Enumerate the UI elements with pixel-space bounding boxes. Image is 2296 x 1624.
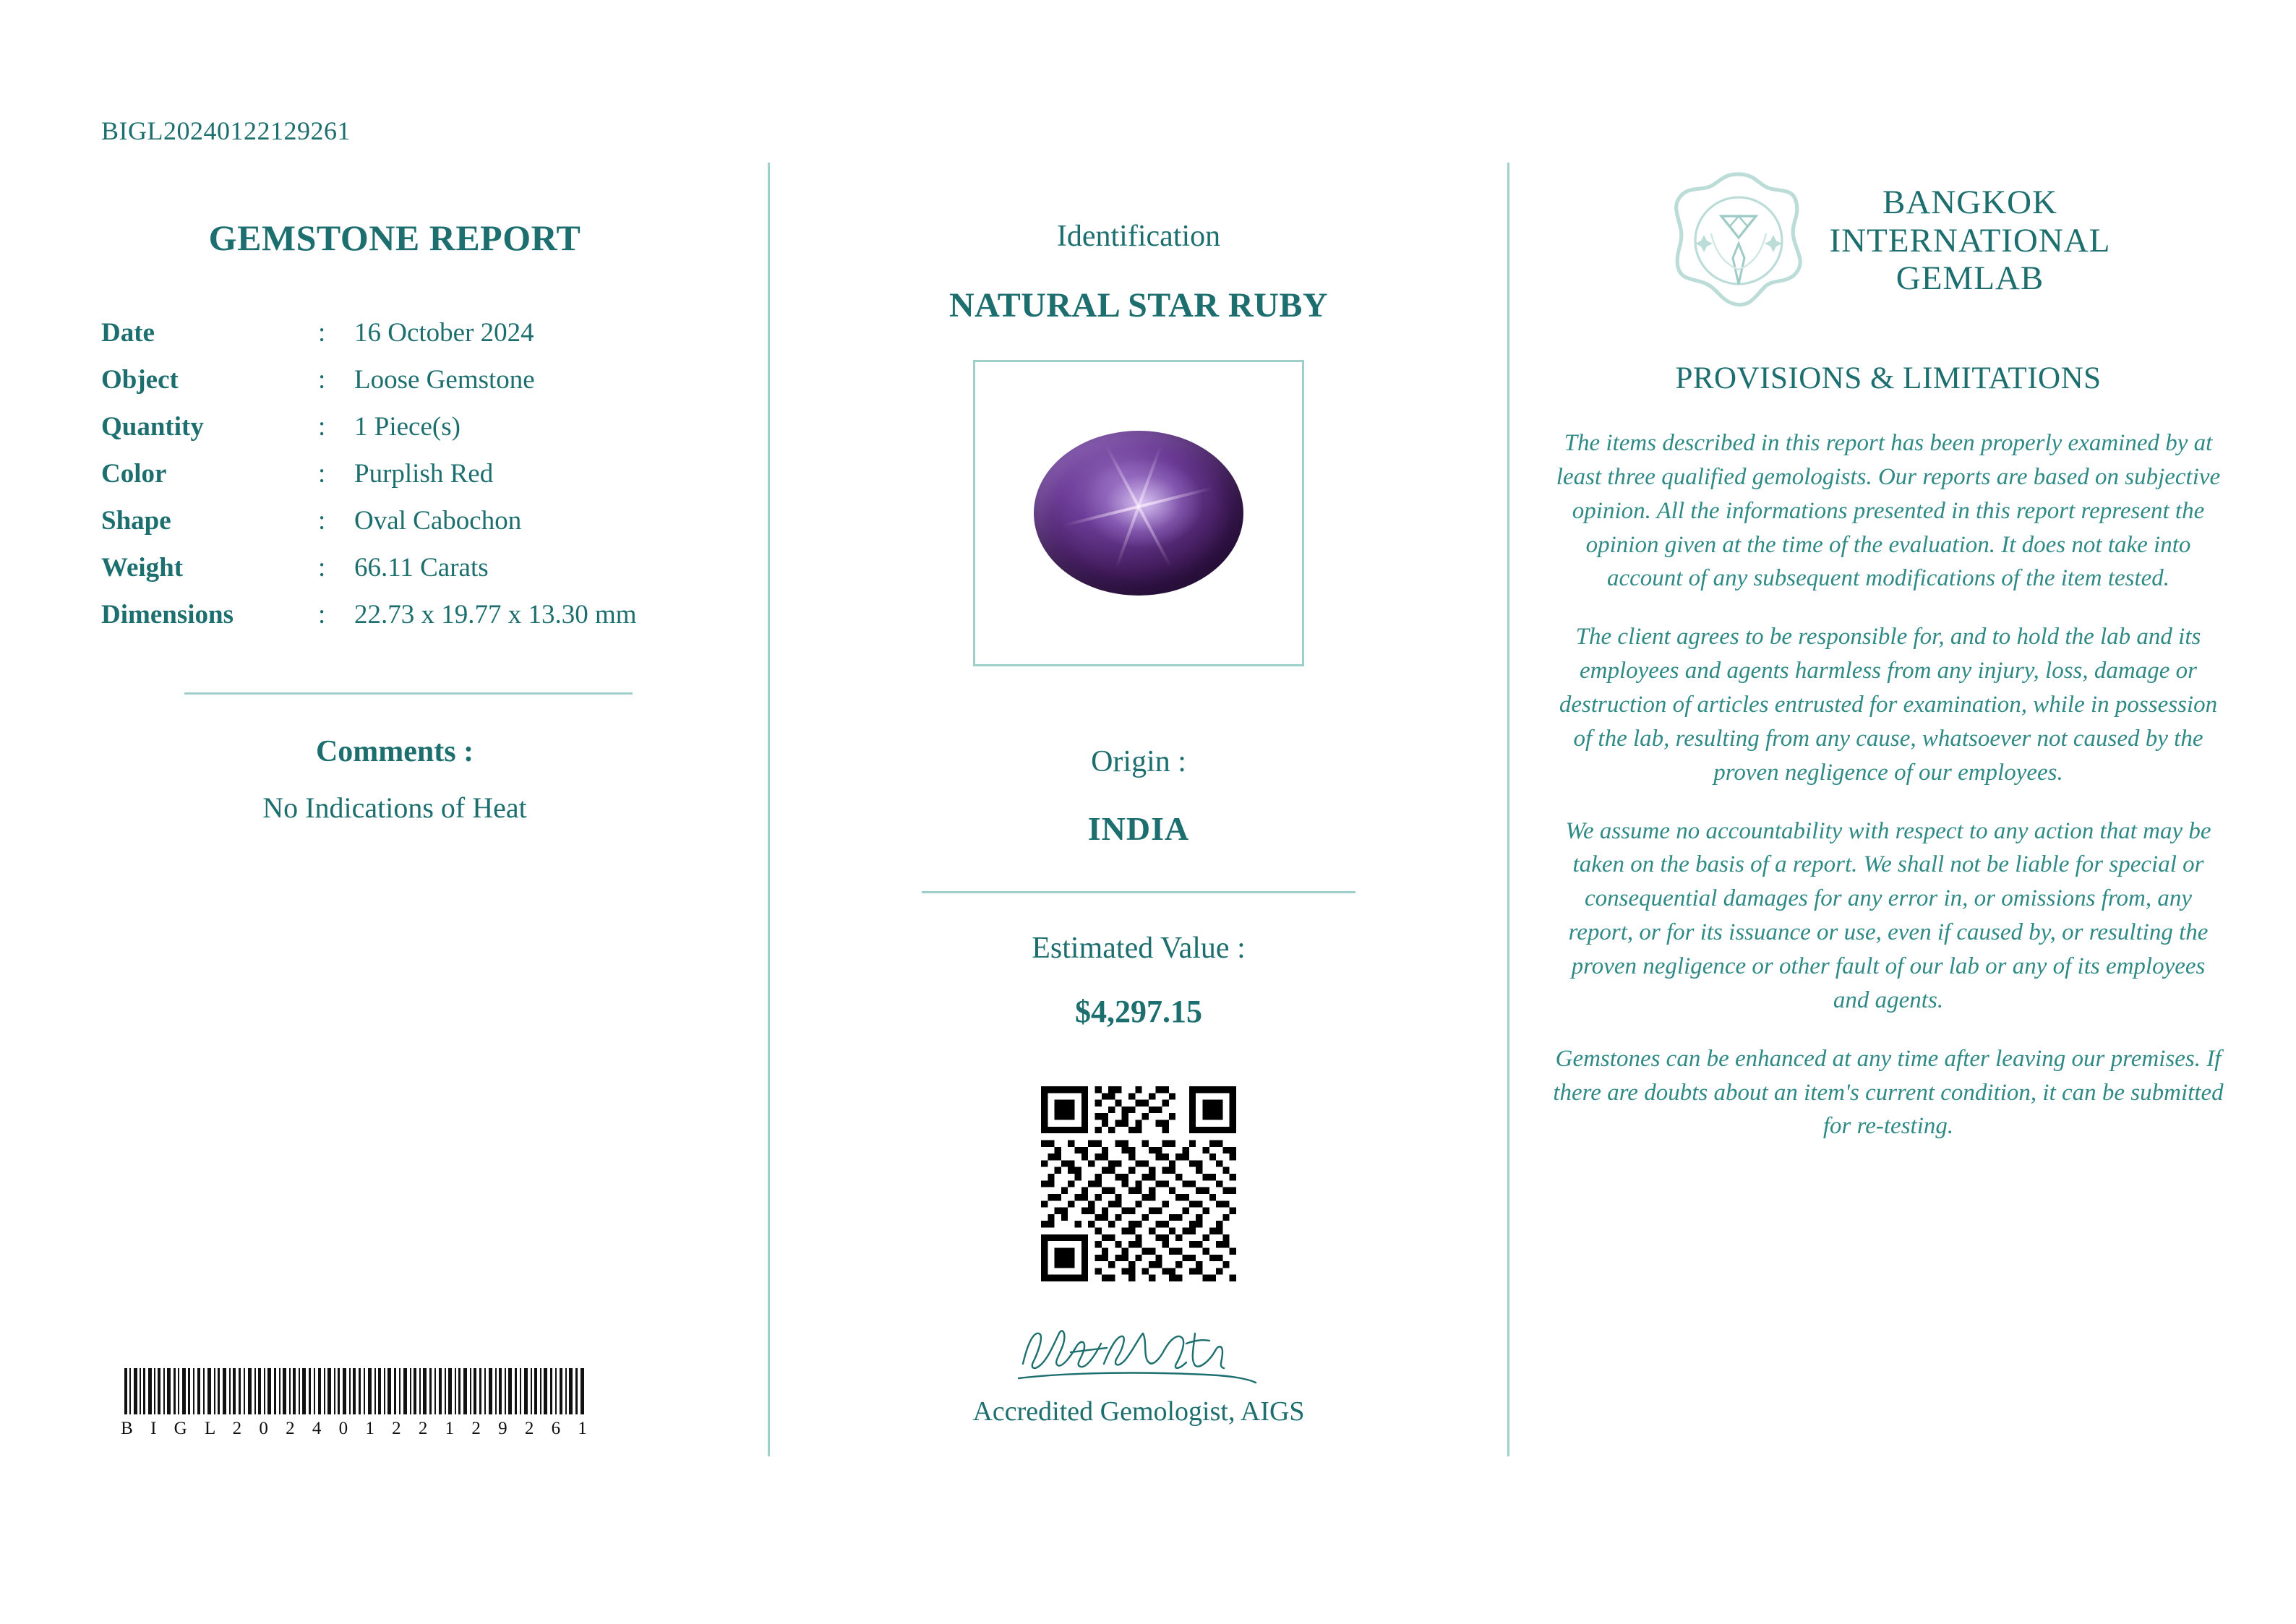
- divider: [922, 891, 1355, 893]
- barcode-icon: [123, 1368, 586, 1414]
- spec-colon: :: [318, 412, 326, 442]
- brand-title: [1830, 184, 2111, 298]
- estimated-value-amount: $4,297.15: [1075, 994, 1202, 1029]
- spec-value: 16 October 2024: [354, 318, 534, 348]
- divider: [184, 692, 633, 695]
- spec-colon: :: [318, 506, 326, 536]
- signature-image: [1001, 1312, 1276, 1391]
- spec-value: Oval Cabochon: [354, 506, 522, 536]
- spec-colon: :: [318, 553, 326, 583]
- barcode-block: [108, 1368, 600, 1439]
- provisions-paragraph: Gemstones can be enhanced at any time after leaving our premises. If there are doubts about an item's current condition, it can be submitted for re-testing.: [1553, 1045, 2224, 1140]
- provisions-paragraph: The items described in this report has been properly examined by at least three qualified gemologists. Our reports are based on subjective opinion. All the informations presented in this report represent the opinion given at the time of the evaluation. It does not take into account of any subsequent modifications of the item tested.: [1556, 430, 2221, 592]
- spec-label: Quantity: [101, 412, 204, 442]
- brand-line-3: GEMLAB: [1896, 259, 2044, 298]
- gem-photo-frame: [973, 360, 1304, 666]
- table-row: [101, 591, 637, 638]
- specifications-table: [101, 309, 637, 638]
- provisions-title: PROVISIONS & LIMITATIONS: [1675, 361, 2102, 395]
- qr-code-icon[interactable]: [1041, 1086, 1236, 1281]
- spec-value: 22.73 x 19.77 x 13.30 mm: [354, 600, 637, 630]
- spec-colon: :: [318, 600, 326, 630]
- comments-title: Comments :: [315, 735, 474, 768]
- estimated-value-label: Estimated Value :: [1032, 932, 1246, 965]
- barcode-number: B I G L 2 0 2 4 0 1 2 2 1 2 9 2 6 1: [121, 1419, 594, 1438]
- right-column: [1509, 163, 2282, 1456]
- spec-label: Shape: [101, 506, 171, 536]
- table-row: [101, 497, 637, 544]
- spec-value: 66.11 Carats: [354, 553, 489, 583]
- spec-value: 1 Piece(s): [354, 412, 461, 442]
- spec-label: Date: [101, 318, 155, 348]
- gemstone-image: [1034, 431, 1243, 596]
- table-row: [101, 544, 637, 591]
- table-row: [101, 309, 637, 356]
- report-id: BIGL20240122129261: [101, 116, 351, 145]
- identification-label: Identification: [1056, 220, 1221, 253]
- brand-line-2: INTERNATIONAL: [1829, 221, 2111, 259]
- table-row: [101, 450, 637, 497]
- report-columns: [0, 163, 2296, 1456]
- spec-colon: :: [318, 365, 326, 395]
- spec-value: Loose Gemstone: [354, 365, 535, 395]
- spec-label: Object: [101, 365, 179, 395]
- provisions-paragraph: The client agrees to be responsible for, and to hold the lab and its employees and agents harmless from any injury, loss, damage or destruction of articles entrusted for examination, while in possession of the lab, resulting from any cause, whatsoever not caused by the proven negligence of our employees.: [1559, 624, 2218, 786]
- identification-value: NATURAL STAR RUBY: [948, 286, 1329, 325]
- table-row: [101, 403, 637, 450]
- provisions-body: [1538, 426, 2238, 1143]
- spec-label: Weight: [101, 553, 184, 583]
- left-column: [0, 163, 768, 1456]
- signature-caption: Accredited Gemologist, AIGS: [972, 1396, 1305, 1427]
- provisions-paragraph: We assume no accountability with respect to any action that may be taken on the basis of a report. We shall not be liable for special or consequential damages for any error in, or omissions from, any report, or for its issuance or use, even if caused by, or resulting the proven negligence or other fault of our lab or any of its employees and agents.: [1565, 817, 2211, 1013]
- brand-header: [1538, 168, 2238, 313]
- star-asterism-ray: [1115, 445, 1162, 569]
- spec-colon: :: [318, 318, 326, 348]
- brand-line-1: BANGKOK: [1882, 184, 2057, 222]
- middle-column: [770, 163, 1507, 1456]
- spec-colon: :: [318, 459, 326, 489]
- origin-value: INDIA: [1087, 810, 1190, 847]
- spec-label: Color: [101, 459, 167, 489]
- origin-label: Origin :: [1091, 745, 1186, 778]
- spec-value: Purplish Red: [354, 459, 494, 489]
- gemlab-logo-icon: [1666, 168, 1811, 313]
- comments-text: No Indications of Heat: [262, 791, 527, 824]
- table-row: [101, 356, 637, 403]
- page-title: GEMSTONE REPORT: [208, 218, 581, 258]
- spec-label: Dimensions: [101, 600, 234, 630]
